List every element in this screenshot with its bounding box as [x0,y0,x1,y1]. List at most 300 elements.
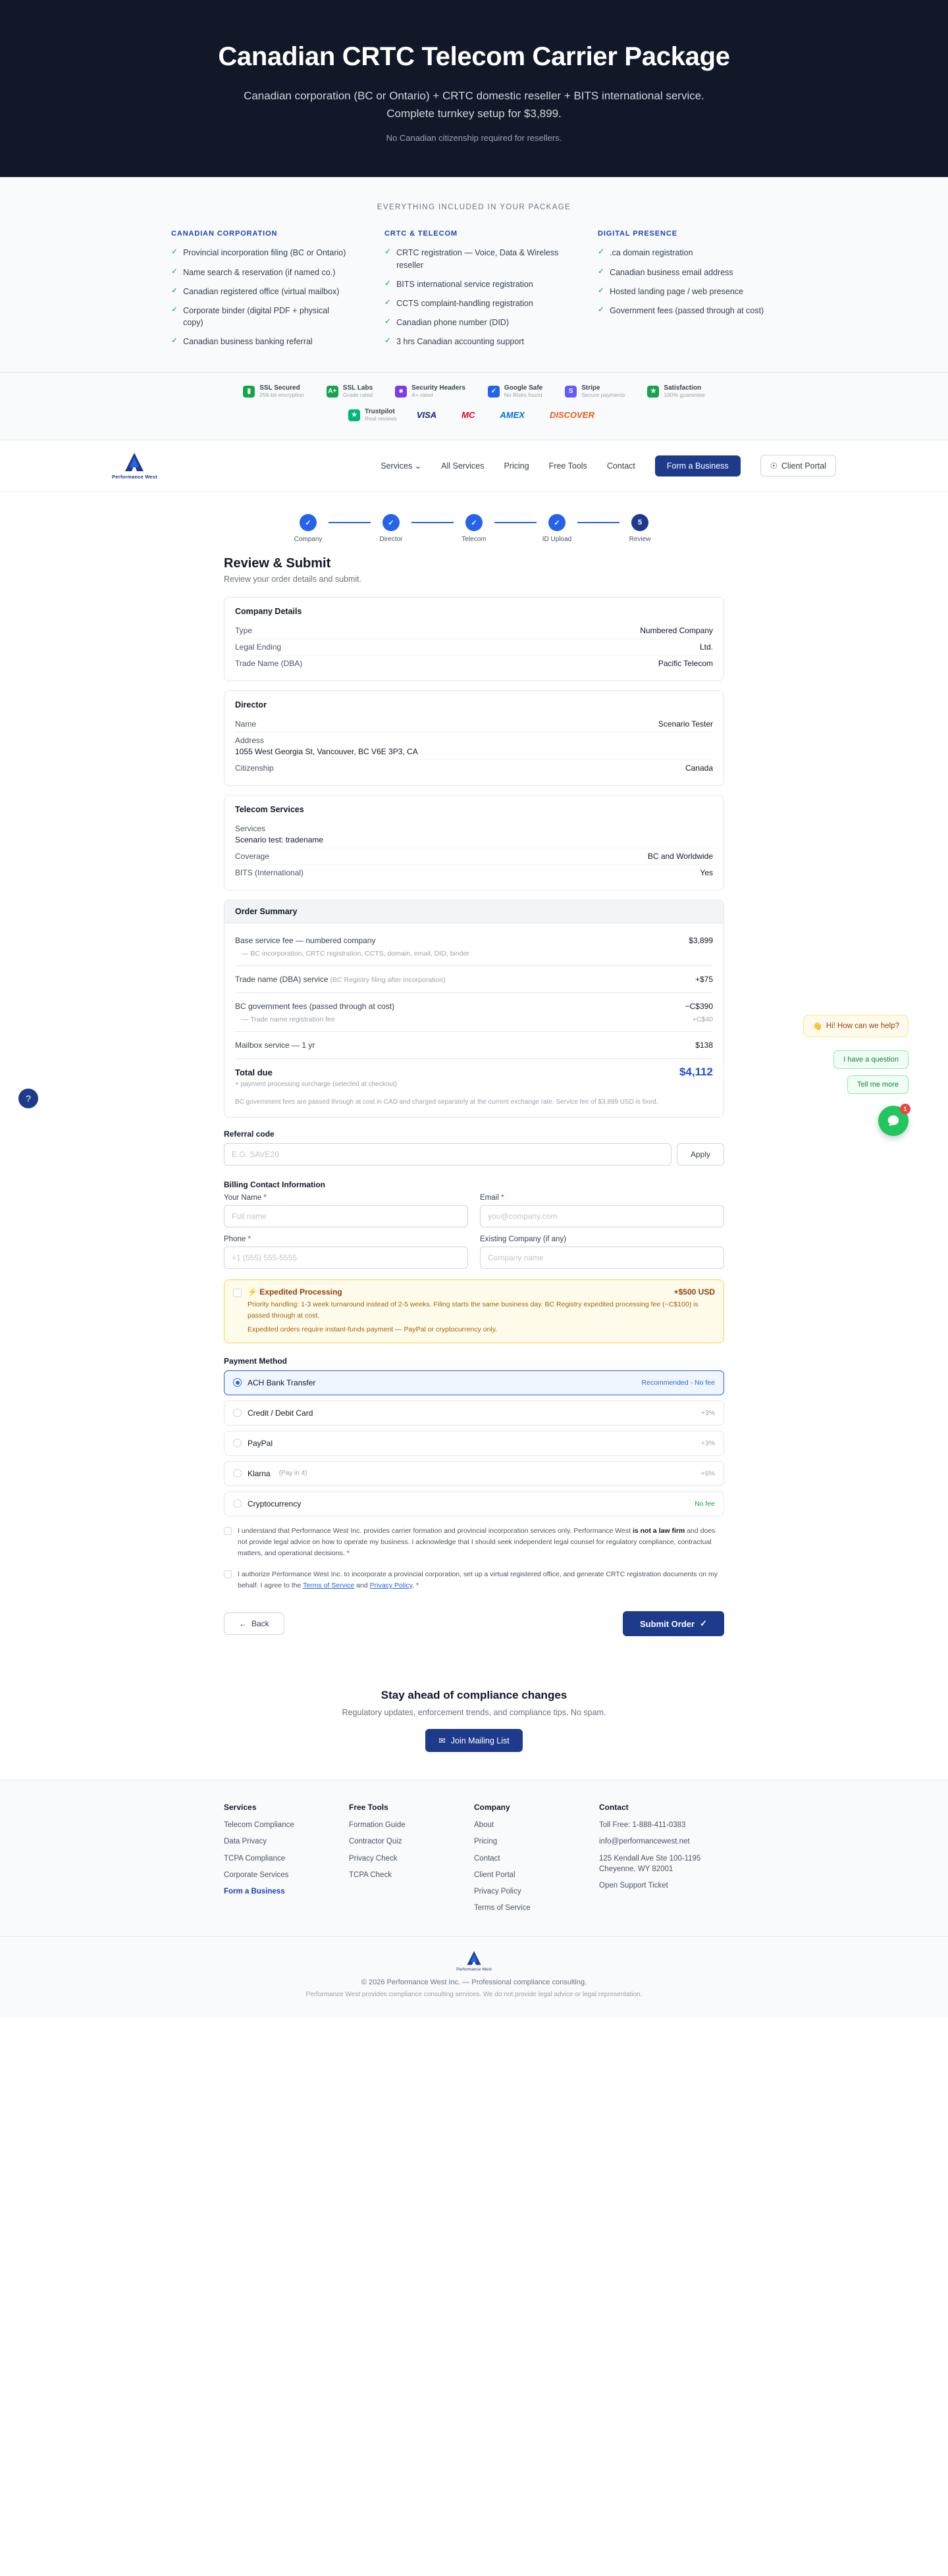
required-marker: * [248,1235,251,1244]
badge-sub: 256-bit encryption [259,391,304,398]
total-label: Total due [235,1068,273,1078]
included-column-heading: DIGITAL PRESENCE [598,230,677,238]
included-list-item [384,247,564,270]
step-marker: 5 [631,514,648,531]
badge-text [504,384,542,398]
existing-company-field[interactable] [480,1247,724,1269]
hero-note: No Canadian citizenship required for resellers. [386,133,562,143]
client-portal-button[interactable]: ☉ Client Portal [760,455,836,477]
included-list-item [598,267,777,278]
trust-section [0,373,948,440]
join-button-label: Join Mailing List [450,1736,510,1745]
field-label: Your Name * [224,1194,267,1202]
badge-text [411,384,465,398]
included-list-item [171,305,350,328]
lock-badge [243,384,304,398]
billing-field [224,1235,468,1269]
payment-option-cryptocurrency[interactable] [224,1491,724,1516]
privacy-policy-link[interactable]: Privacy Policy [369,1582,413,1590]
question-icon: ? [26,1093,31,1104]
telecom-services-row [235,821,713,848]
badge-title: Google Safe [504,384,543,392]
nav-links [381,455,836,477]
envelope-icon: ✉ [438,1736,446,1746]
included-eyebrow: EVERYTHING INCLUDED IN YOUR PACKAGE [377,203,571,212]
expedited-title-text: Expedited Processing [259,1287,342,1297]
stepper-step-review[interactable] [619,514,660,543]
google-safe-badge [488,384,542,398]
email-field[interactable] [480,1205,724,1227]
included-item-label: Name search & reservation (if named co.) [183,267,336,277]
newsletter-subtitle: Regulatory updates, enforcement trends, and compliance tips. No spam. [342,1708,606,1718]
review-title: Review & Submit [224,556,331,571]
expedited-option[interactable] [224,1279,724,1343]
badge-text [664,384,704,398]
stripe-badge [565,384,625,398]
included-item-label: .ca domain registration [610,248,693,258]
form-a-business-button[interactable]: Form a Business [655,455,741,477]
chat-unread-badge: 1 [900,1104,910,1114]
payment-option-paypal[interactable] [224,1431,724,1456]
step-label: Telecom [461,536,487,544]
included-item-label: Corporate binder (digital PDF + physical copy) [183,305,330,327]
director-heading: Director [235,700,267,710]
radio-icon[interactable] [233,1378,242,1387]
newsletter-section [0,1662,948,1780]
shield-badge [327,384,373,398]
included-item-label: CRTC registration — Voice, Data & Wireless reseller [396,248,559,270]
order-line-amount: +$75 [695,975,713,985]
step-marker: ✓ [382,514,400,531]
telecom-services-value: Scenario test: tradename [235,835,324,845]
stripe-icon: S [565,386,577,398]
form-actions [224,1611,724,1636]
included-list-item [384,278,564,290]
included-item-label: Canadian phone number (DID) [396,317,509,327]
check-icon: ✓ [384,297,392,307]
nav-link-contact[interactable]: Contact [606,461,635,471]
detail-label: Trade Name (DBA) [235,659,303,669]
stepper-step-director[interactable] [371,514,411,543]
director-citizenship-value: Canada [685,763,713,773]
included-column-heading: CANADIAN CORPORATION [171,230,278,238]
wave-icon: 👋 [812,1023,822,1031]
included-section [0,177,948,373]
order-summary-lines [235,931,713,1054]
footer-column-heading: Company [474,1803,510,1813]
trustpilot-badge: ★ Trustpilot Real reviews [348,408,397,422]
included-list-item [384,317,564,328]
payment-option-name: Klarna [248,1468,271,1478]
referral-input[interactable] [224,1143,672,1166]
payment-option-ach-bank-transfer[interactable] [224,1370,724,1395]
payment-option-note: (Pay in 4) [278,1470,307,1478]
logo-mark [121,451,147,473]
included-list-item [384,336,564,348]
included-list-item [598,247,777,259]
director-address-row [235,733,713,760]
nav-link-free-tools[interactable]: Free Tools [548,461,587,471]
chat-greeting-bubble [803,1015,908,1037]
badge-title: SSL Labs [342,384,373,392]
stepper-connector [577,522,619,523]
telecom-card [224,795,724,890]
order-line [235,1036,713,1054]
company-details-heading: Company Details [235,607,302,617]
included-column-heading: CRTC & TELECOM [384,230,458,238]
arrow-left-icon: ← [239,1619,247,1629]
badge-sub: No Risks found [504,391,542,398]
chat-quick-reply-1[interactable]: I have a question [833,1050,908,1069]
included-item-label: 3 hrs Canadian accounting support [396,337,524,346]
director-address-label: Address [235,736,265,746]
footer-column [349,1803,474,1919]
order-line-note: (BC Registry filing after incorporation) [328,976,446,985]
badge-text [259,384,304,398]
payment-heading: Payment Method [224,1356,288,1366]
badge-title: Satisfaction [664,384,702,392]
footer-logo [0,1950,948,1972]
telecom-coverage-label: Coverage [235,852,270,862]
expedited-body-2: Expedited orders require instant-funds payment — PayPal or cryptocurrency only. [248,1325,498,1333]
badge-text [581,384,625,398]
footer-column-heading: Free Tools [349,1803,388,1813]
director-card [224,690,724,786]
divider [235,992,713,993]
nav-link-services[interactable]: Services ⌄ [381,461,422,471]
payment-option-tag: No fee [695,1499,715,1508]
footer-link[interactable]: info@performancewest.net [599,1838,690,1846]
consent-row-1[interactable] [224,1526,724,1560]
footer-link[interactable]: Contractor Quiz [349,1838,402,1846]
included-list [598,247,777,317]
star-icon: ★ [348,409,360,421]
help-button[interactable] [18,1089,38,1108]
director-name-row [235,716,713,733]
stepper-step-company[interactable] [288,514,329,543]
progress-stepper [0,492,948,550]
company-details-rows [235,623,713,671]
director-address-value: 1055 West Georgia St, Vancouver, BC V6E 3P3, CA [235,747,418,757]
phone-field[interactable] [224,1247,468,1269]
card-logo-discover: DISCOVER [549,410,594,421]
step-marker: ✓ [465,514,483,531]
included-item-label: Hosted landing page / web presence [610,286,743,296]
included-list-item [171,336,350,348]
footer-link[interactable]: Toll Free: 1-888-411-0383 [599,1821,686,1830]
satisfaction-icon: ★ [647,386,659,398]
order-line-desc: Trade name (DBA) service (BC Registry filing after incorporation) [235,975,446,985]
radio-icon[interactable] [233,1469,242,1478]
footer-link[interactable]: Terms of Service [474,1903,531,1912]
step-label: ID Upload [542,536,572,544]
total-row [235,1058,713,1089]
check-icon: ✓ [384,336,392,345]
order-summary-card [224,900,724,1118]
badge-title: Stripe [581,384,600,392]
total-note: + payment processing surcharge (selected at checkout) [235,1081,397,1089]
bolt-icon: ⚡ [248,1287,257,1297]
hero-section [0,0,948,177]
included-column [598,230,777,355]
telecom-bits-label: BITS (International) [235,868,304,878]
company-details-card [224,597,724,681]
footer-bottom [0,1936,948,1998]
check-icon: ✓ [171,266,178,276]
google-safe-icon: ✓ [488,386,500,398]
order-line-sub: — BC incorporation, CRTC registration, CCTS, domain, email, DID, binder [242,950,469,958]
order-line-amount: $138 [695,1041,713,1050]
stepper-connector [411,522,454,523]
referral-label: Referral code [224,1129,275,1139]
radio-icon[interactable] [233,1499,242,1508]
nav-link-all-services[interactable]: All Services [441,461,485,471]
payment-option-tag: +6% [700,1469,715,1478]
telecom-bits-value: Yes [700,868,713,878]
chat-launcher-button[interactable] [878,1106,908,1136]
expedited-checkbox[interactable] [233,1289,242,1297]
consent-text-1: I understand that Performance West Inc. provides carrier formation and provincial incorporation services only. Performance West is not a law firm and does not provide legal advice on how to operate my business. I acknowledge that I should seek independent legal counsel for regulatory compliance, contractual matters, and operational decisions. * [238,1526,716,1558]
check-icon: ✓ [171,304,178,314]
payment-options [224,1370,724,1516]
field-label: Email * [480,1194,504,1202]
consent-row-2[interactable] [224,1569,724,1592]
included-column [171,230,350,355]
included-list-item [598,305,777,317]
director-citizenship-label: Citizenship [235,763,274,773]
footer-link[interactable]: Privacy Policy [474,1887,521,1895]
step-label: Review [629,536,651,544]
satisfaction-badge [647,384,704,398]
included-list [384,247,564,348]
submit-button-label: Submit Order [640,1618,695,1629]
included-list-item [171,267,350,278]
included-columns [145,230,803,355]
included-item-label: Government fees (passed through at cost) [610,305,764,315]
detail-value: Pacific Telecom [658,659,713,669]
nav-link-pricing[interactable]: Pricing [504,461,529,471]
security-headers-icon: ■ [395,386,407,398]
trust-badges [0,384,948,398]
stepper-step-telecom[interactable] [454,514,494,543]
required-marker: * [500,1194,504,1202]
shield-icon: A+ [327,386,338,398]
chat-quick-reply-2[interactable]: Tell me more [847,1075,908,1094]
brand-logo[interactable] [112,451,157,480]
detail-value: Numbered Company [640,626,713,636]
footer-link[interactable]: Open Support Ticket [599,1881,668,1890]
footer-link[interactable]: Privacy Check [349,1854,398,1863]
footer-link[interactable]: TCPA Check [349,1870,392,1879]
included-list-item [171,247,350,259]
included-item-label: Canadian business banking referral [183,337,313,346]
stepper-connector [494,522,537,523]
check-icon: ✓ [700,1618,707,1629]
step-label: Company [294,536,323,544]
stepper-connector [329,522,371,523]
badge-sub: Grade rated [342,391,373,398]
chat-greeting-text: Hi! How can we help? [826,1022,899,1030]
included-list [171,247,350,348]
field-label: Phone * [224,1235,251,1244]
telecom-services-label: Services [235,824,266,834]
terms-of-service-link[interactable]: Terms of Service [303,1582,355,1590]
footer-logo-mark [464,1950,484,1966]
security-headers-badge [395,384,465,398]
site-footer [0,1780,948,2017]
check-icon: ✓ [171,247,178,257]
consent-checkboxes [224,1526,724,1592]
telecom-bits-row [235,865,713,881]
card-logo-visa: VISA [416,410,437,421]
director-citizenship-row [235,760,713,776]
director-name-value: Scenario Tester [658,719,713,729]
badge-sub: A+ rated [411,391,433,398]
footer-column [474,1803,599,1919]
included-item-label: Canadian business email address [610,267,733,277]
order-disclaimer: BC government fees are passed through at cost in CAD and charged separately at the current exchange rate. Service fee of $3,899 USD is fixed. [235,1098,658,1106]
included-item-label: Canadian registered office (virtual mailbox) [183,286,340,296]
telecom-heading: Telecom Services [235,805,304,815]
check-icon: ✓ [598,247,605,257]
consent-emphasis: is not a law firm [632,1526,685,1535]
card-logo-amex: AMEX [500,410,525,421]
hero-subtitle: Canadian corporation (BC or Ontario) + CRTC domestic reseller + BITS international service. Complete turnkey setup for $3,899. [244,90,704,120]
field-label: Existing Company (if any) [480,1235,567,1244]
main-nav [0,440,948,492]
order-line-amount: −C$390 [685,1002,713,1012]
join-mailing-list-button[interactable] [425,1729,522,1752]
footer-column-heading: Services [224,1803,257,1813]
badge-sub: 100% guarantee [664,391,705,398]
footer-link[interactable]: Pricing [474,1838,498,1846]
check-icon: ✓ [384,316,392,326]
footer-copyright: © 2026 Performance West Inc. — Professional compliance consulting. [361,1978,587,1986]
order-line [235,970,713,993]
payment-option-klarna[interactable] [224,1461,724,1486]
badge-text [343,384,373,398]
page-title: Canadian CRTC Telecom Carrier Package [218,42,730,71]
check-icon: ✓ [171,285,178,295]
footer-link[interactable]: TCPA Compliance [224,1854,286,1863]
lock-icon: ▮ [243,386,255,398]
included-item-label: CCTS complaint-handling registration [396,298,533,308]
company-detail-row [235,623,713,639]
card-logo-mc: MC [461,410,475,421]
total-value: $4,112 [679,1066,713,1079]
badge-title: Security Headers [411,384,465,392]
included-list-item [171,286,350,297]
billing-heading: Billing Contact Information [224,1180,325,1190]
check-icon: ✓ [598,266,605,276]
step-label: Director [379,536,403,544]
radio-icon[interactable] [233,1439,242,1447]
user-icon: ☉ [770,461,777,471]
order-line [235,997,713,1032]
brand-name: Performance West [112,474,157,480]
footer-link[interactable]: Form a Business [224,1887,285,1895]
order-line-amount: $3,899 [689,936,713,946]
check-icon: ✓ [171,336,178,345]
expedited-body-1: Priority handling: 1-3 week turnaround instead of 2-5 weeks. Filing starts the same business day. BC Registry expedited processing fee (~C$100) is passed through at cost. [248,1301,698,1320]
payment-option-name: Cryptocurrency [248,1499,302,1508]
payment-option-tag: Recommended - No fee [641,1378,715,1387]
badge-title: SSL Secured [259,384,300,392]
expedited-price: +$500 USD [673,1287,715,1297]
newsletter-title: Stay ahead of compliance changes [381,1689,567,1702]
payment-option-tag: +3% [700,1439,715,1447]
check-icon: ✓ [384,247,392,257]
check-icon: ✓ [598,285,605,295]
billing-fields [224,1194,724,1269]
step-marker: ✓ [548,514,566,531]
payment-option-tag: +3% [700,1408,715,1417]
apply-referral-button[interactable]: Apply [677,1143,724,1166]
submit-order-button[interactable] [623,1611,724,1636]
order-line-desc: Base service fee — numbered company [235,936,376,946]
included-list-item [384,297,564,309]
consent-checkbox-2[interactable] [224,1570,232,1578]
footer-column [599,1803,724,1919]
payment-option-credit-debit-card[interactable] [224,1401,724,1426]
footer-link[interactable]: Telecom Compliance [224,1821,294,1830]
expedited-title [248,1287,342,1297]
footer-brand-name: Performance West [456,1967,492,1972]
consent-checkbox-1[interactable] [224,1527,232,1535]
telecom-coverage-value: BC and Worldwide [647,852,713,862]
footer-link[interactable]: Data Privacy [224,1838,267,1846]
footer-column-heading: Contact [599,1803,629,1813]
detail-value: Ltd. [699,642,713,652]
footer-link[interactable]: Client Portal [474,1870,515,1879]
divider [235,1031,713,1032]
required-marker: * [263,1194,267,1202]
main-content [224,556,724,1662]
billing-field [224,1194,468,1227]
footer-link[interactable]: About [474,1821,494,1830]
consent-text-2: I authorize Performance West Inc. to incorporate a provincial corporation, set up a virtual registered office, and generate CRTC registration documents on my behalf. I agree to the Terms of Service and Privacy Policy. * [238,1570,718,1590]
payment-logos [0,407,948,423]
payment-option-name: Credit / Debit Card [248,1408,313,1418]
back-button[interactable] [224,1612,284,1635]
footer-link[interactable]: Contact [474,1854,500,1863]
order-summary-heading: Order Summary [224,900,724,923]
billing-field [480,1235,724,1269]
company-detail-row [235,656,713,671]
footer-columns [112,1803,836,1919]
back-button-label: Back [251,1619,269,1629]
detail-label: Legal Ending [235,642,282,652]
review-subtitle: Review your order details and submit. [224,575,362,584]
included-column [384,230,564,355]
stepper-step-id-upload[interactable] [537,514,577,543]
order-line-sub: — Trade name registration fee +C$40 [242,1016,713,1024]
director-name-label: Name [235,719,257,729]
detail-label: Type [235,626,253,636]
footer-disclaimer: Performance West provides compliance consulting services. We do not provide legal advice or legal representation. [305,1990,643,1998]
included-item-label: Provincial incorporation filing (BC or Ontario) [183,248,346,258]
payment-option-name: PayPal [248,1438,273,1448]
footer-link[interactable]: 125 Kendall Ave Ste 100-1195 Cheyenne, WY 82001 [599,1854,701,1873]
radio-icon[interactable] [233,1408,242,1417]
referral-row [224,1143,724,1166]
footer-link[interactable]: Corporate Services [224,1870,289,1879]
company-detail-row [235,639,713,656]
footer-link[interactable]: Formation Guide [349,1821,406,1830]
step-marker: ✓ [300,514,317,531]
name-field[interactable] [224,1205,468,1227]
included-item-label: BITS international service registration [396,279,533,289]
